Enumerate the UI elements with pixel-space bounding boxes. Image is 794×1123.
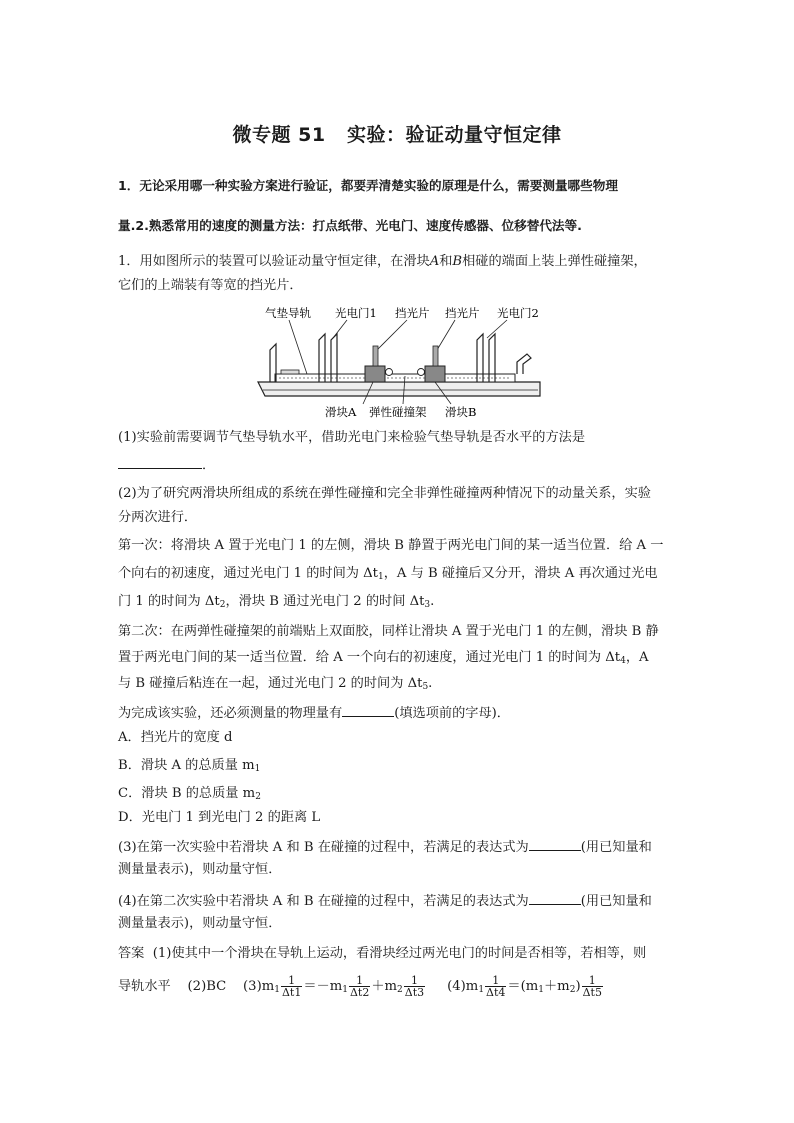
part3-line-2: 测量量表示)，则动量守恒．: [118, 862, 282, 877]
answer-label: 答案: [118, 946, 145, 961]
answer-blank-2[interactable]: [342, 702, 394, 717]
label-gate-2: 光电门2: [497, 306, 539, 320]
part2-first-line-1: 第一次：将滑块 A 置于光电门 1 的左侧，滑块 B 静置于两光电门间的某一适当位置．给 A 一: [118, 538, 664, 553]
answer-blank-4[interactable]: [529, 890, 581, 905]
answer-blank-3[interactable]: [529, 836, 581, 851]
apparatus-figure: [255, 300, 545, 422]
option-c: C．滑块 B 的总质量 $m_2$: [118, 786, 261, 802]
fraction-dt3: $\frac{1}{\Delta t3}$: [404, 974, 425, 999]
part2-second-line-2: 置于两光电门间的某一适当位置．给 A 一个向右的初速度，通过光电门 1 的时间为 $\Delta t_4$，A: [118, 650, 649, 666]
label-gate-1: 光电门1: [335, 306, 377, 320]
fraction-dt4: $\frac{1}{\Delta t4}$: [486, 974, 506, 999]
intro-line-1: 1．无论采用哪一种实验方案进行验证，都要弄清楚实验的原理是什么，需要测量哪些物理: [118, 178, 618, 193]
fraction-dt1: $\frac{1}{\Delta t1}$: [281, 974, 302, 999]
option-a: A．挡光片的宽度 d: [118, 730, 233, 745]
title-main: 实验：验证动量守恒定律: [346, 124, 562, 146]
part2-ask: 为完成该实验，还必须测量的物理量有 (填选项前的字母)．: [118, 702, 678, 724]
part2-first-line-3: 门 1 的时间为 $\Delta t_2$，滑块 B 通过光电门 2 的时间 $\Delta t_3$.: [118, 594, 435, 610]
answer-part-2: (2)BC: [187, 979, 227, 994]
part3-line-1: (3)在第一次实验中若滑块 A 和 B 在碰撞的过程中，若满足的表达式为 (用已知量和: [118, 836, 678, 858]
label-slider-b: 滑块B: [445, 405, 477, 419]
answer-blank-1[interactable]: [118, 454, 202, 469]
part4-line-1: (4)在第二次实验中若滑块 A 和 B 在碰撞的过程中，若满足的表达式为 (用已知量和: [118, 890, 678, 912]
part2-line-1: (2)为了研究两滑块所组成的系统在弹性碰撞和完全非弹性碰撞两种情况下的动量关系，实验: [118, 486, 651, 501]
part2-line-2: 分两次进行．: [118, 510, 198, 525]
fraction-dt5: $\frac{1}{\Delta t5}$: [582, 974, 602, 999]
intro-line-2: 量.2.熟悉常用的速度的测量方法：打点纸带、光电门、速度传感器、位移替代法等.: [118, 218, 582, 233]
label-shade-2: 挡光片: [445, 306, 480, 320]
label-slider-a: 滑块A: [325, 405, 357, 419]
page-title: [0, 120, 794, 147]
fraction-dt2: $\frac{1}{\Delta t2}$: [349, 974, 370, 999]
option-d: D．光电门 1 到光电门 2 的距离 L: [118, 810, 321, 825]
option-b: B．滑块 A 的总质量 $m_1$: [118, 758, 261, 774]
answer-line-1: 答案 (1)使其中一个滑块在导轨上运动，看滑块经过两光电门的时间是否相等，若相等，则: [118, 946, 647, 961]
label-bumper: 弹性碰撞架: [369, 405, 427, 419]
answer-part-3: $(3)m_1$ $\frac{1}{\Delta t1}$ $=-m_1$ $\frac{1}{\Delta t2}$ $+m_2$ $\frac{1}{\Delta t3}$: [243, 974, 425, 999]
answer-part-4: $(4)m_1$ $\frac{1}{\Delta t4}$ $=(m_1+m_2)$ $\frac{1}{\Delta t5}$: [447, 974, 602, 999]
part4-line-2: 测量量表示)，则动量守恒．: [118, 916, 282, 931]
part2-first-line-2: 个向右的初速度，通过光电门 1 的时间为 $\Delta t_1$，A 与 B 碰撞后又分开，滑块 A 再次通过光电: [118, 566, 658, 582]
title-prefix: 微专题 51: [232, 124, 326, 146]
part2-second-line-3: 与 B 碰撞后粘连在一起，通过光电门 2 的时间为 $\Delta t_5$.: [118, 676, 433, 692]
question-stem-line-2: 它们的上端装有等宽的挡光片．: [118, 278, 303, 293]
answer-line-2: 导轨水平 (2)BC $(3)m_1$ $\frac{1}{\Delta t1}$ $=-m_1$ $\frac{1}{\Delta t2}$ $+m_2$ $\frac{1}{\Delta t3}$ $(4)m_1$ $\frac{1}{\Delta t4}$ $=(m_1+m_2)$ $\frac{1}{\Delta t5}$: [118, 974, 602, 999]
label-shade-1: 挡光片: [395, 306, 430, 320]
part1-line-2: ．: [118, 454, 678, 476]
label-air-track: 气垫导轨: [265, 306, 311, 320]
part1-line-1: (1)实验前需要调节气垫导轨水平，借助光电门来检验气垫导轨是否水平的方法是: [118, 430, 586, 445]
part2-second-line-1: 第二次：在两弹性碰撞架的前端贴上双面胶，同样让滑块 A 置于光电门 1 的左侧，滑块 B 静: [118, 624, 659, 639]
question-stem-line-1: 1．用如图所示的装置可以验证动量守恒定律，在滑块A和B相碰的端面上装上弹性碰撞架，: [118, 254, 647, 269]
